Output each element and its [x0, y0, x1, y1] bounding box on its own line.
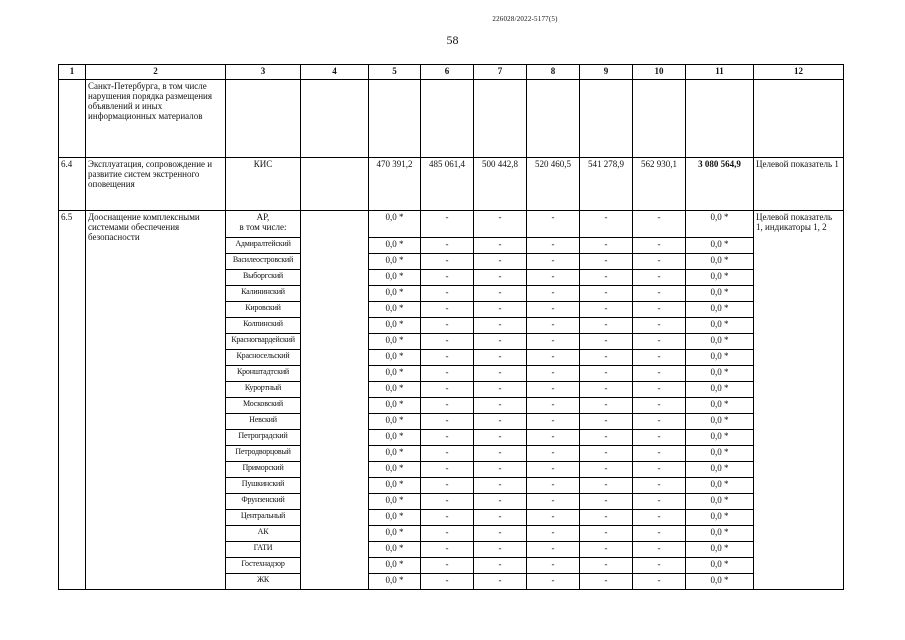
column-header: 7 — [474, 65, 527, 80]
dash-cell: - — [527, 510, 580, 526]
executor-district: Красносельский — [226, 350, 301, 366]
value-cell: 0,0 * — [369, 238, 421, 254]
dash-cell: - — [633, 366, 686, 382]
executor-district: Фрунзенский — [226, 494, 301, 510]
dash-cell: - — [421, 318, 474, 334]
dash-cell: - — [474, 462, 527, 478]
dash-cell: - — [633, 558, 686, 574]
measure-name: Эксплуатация, сопровождение и развитие систем экстренного оповещения — [86, 158, 226, 211]
dash-cell: - — [580, 350, 633, 366]
dash-cell: - — [580, 462, 633, 478]
value-cell: 0,0 * — [369, 286, 421, 302]
dash-cell: - — [633, 318, 686, 334]
dash-cell: - — [421, 366, 474, 382]
dash-cell: - — [474, 318, 527, 334]
dash-cell: - — [527, 414, 580, 430]
dash-cell: - — [421, 382, 474, 398]
value-cell: 0,0 * — [369, 478, 421, 494]
column-header: 12 — [754, 65, 844, 80]
value-cell: 562 930,1 — [633, 158, 686, 211]
column-header: 2 — [86, 65, 226, 80]
dash-cell: - — [527, 494, 580, 510]
dash-cell: - — [580, 398, 633, 414]
column-header: 11 — [686, 65, 754, 80]
table-row — [59, 158, 844, 211]
dash-cell: - — [421, 494, 474, 510]
executor-district: Кировский — [226, 302, 301, 318]
dash-cell: - — [421, 350, 474, 366]
row-number: 6.5 — [59, 211, 86, 590]
dash-cell: - — [580, 510, 633, 526]
dash-cell: - — [633, 382, 686, 398]
dash-cell: - — [580, 318, 633, 334]
dash-cell: - — [421, 238, 474, 254]
document-code: 226028/2022-5177(5) — [492, 15, 558, 23]
dash-cell: - — [474, 254, 527, 270]
value-cell: 541 278,9 — [580, 158, 633, 211]
executor-district: Петродворцовый — [226, 446, 301, 462]
value-cell: 0,0 * — [369, 494, 421, 510]
value-cell: 520 460,5 — [527, 158, 580, 211]
dash-cell: - — [421, 414, 474, 430]
value-cell: 0,0 * — [686, 270, 754, 286]
executor-district: ЖК — [226, 574, 301, 590]
value-cell: 0,0 * — [686, 542, 754, 558]
dash-cell: - — [633, 430, 686, 446]
dash-cell: - — [580, 270, 633, 286]
dash-cell: - — [580, 446, 633, 462]
dash-cell: - — [580, 238, 633, 254]
dash-cell: - — [527, 558, 580, 574]
dash-cell: - — [527, 446, 580, 462]
measure-name: Дооснащение комплексными системами обеспечения безопасности — [86, 211, 226, 590]
dash-cell: - — [527, 211, 580, 238]
dash-cell: - — [633, 414, 686, 430]
dash-cell: - — [580, 574, 633, 590]
dash-cell: - — [527, 430, 580, 446]
dash-cell: - — [527, 350, 580, 366]
value-cell: 0,0 * — [686, 382, 754, 398]
dash-cell: - — [527, 286, 580, 302]
dash-cell: - — [474, 286, 527, 302]
dash-cell: - — [421, 430, 474, 446]
dash-cell: - — [474, 510, 527, 526]
dash-cell: - — [474, 211, 527, 238]
dash-cell: - — [633, 542, 686, 558]
table-row — [59, 211, 844, 238]
column-header: 5 — [369, 65, 421, 80]
dash-cell: - — [421, 446, 474, 462]
page-number: 58 — [446, 33, 459, 47]
value-cell: 0,0 * — [369, 510, 421, 526]
dash-cell: - — [474, 398, 527, 414]
dash-cell: - — [633, 350, 686, 366]
dash-cell: - — [527, 526, 580, 542]
dash-cell: - — [580, 334, 633, 350]
executor-district: Колпинский — [226, 318, 301, 334]
dash-cell: - — [421, 270, 474, 286]
value-cell: 0,0 * — [369, 414, 421, 430]
value-cell: 0,0 * — [369, 430, 421, 446]
value-cell: 0,0 * — [369, 318, 421, 334]
value-cell: 0,0 * — [369, 398, 421, 414]
dash-cell: - — [527, 462, 580, 478]
executor-district: Приморский — [226, 462, 301, 478]
value-cell: 0,0 * — [686, 430, 754, 446]
indicator-cell: Целевой показатель 1, индикаторы 1, 2 — [754, 211, 844, 590]
dash-cell: - — [580, 526, 633, 542]
value-cell: 0,0 * — [369, 542, 421, 558]
measure-name: Санкт-Петербурга, в том числе нарушения порядка размещения объявлений и иных информационных материалов — [86, 80, 226, 158]
value-cell: 0,0 * — [369, 526, 421, 542]
dash-cell: - — [474, 366, 527, 382]
value-cell: 0,0 * — [686, 211, 754, 238]
value-cell: 0,0 * — [369, 270, 421, 286]
table-row — [59, 80, 844, 158]
program-table — [58, 64, 844, 590]
dash-cell: - — [421, 254, 474, 270]
value-cell: 0,0 * — [686, 366, 754, 382]
row-number: 6.4 — [59, 158, 86, 211]
value-cell: 470 391,2 — [369, 158, 421, 211]
value-cell: 0,0 * — [686, 414, 754, 430]
dash-cell: - — [421, 542, 474, 558]
dash-cell: - — [633, 478, 686, 494]
value-cell: 0,0 * — [686, 334, 754, 350]
dash-cell: - — [633, 302, 686, 318]
value-cell: 0,0 * — [686, 398, 754, 414]
dash-cell: - — [421, 286, 474, 302]
dash-cell: - — [474, 558, 527, 574]
dash-cell: - — [421, 302, 474, 318]
executor-district: Калининский — [226, 286, 301, 302]
dash-cell: - — [421, 510, 474, 526]
executor-district: Центральный — [226, 510, 301, 526]
value-cell: 0,0 * — [369, 334, 421, 350]
dash-cell: - — [421, 398, 474, 414]
value-cell: 0,0 * — [686, 446, 754, 462]
executor-district: Петроградский — [226, 430, 301, 446]
column-header: 3 — [226, 65, 301, 80]
dash-cell: - — [633, 462, 686, 478]
dash-cell: - — [580, 558, 633, 574]
value-cell: 0,0 * — [369, 574, 421, 590]
executor-line: АР, — [256, 212, 270, 222]
executor-district: Василеостровский — [226, 254, 301, 270]
dash-cell: - — [633, 398, 686, 414]
dash-cell: - — [474, 302, 527, 318]
dash-cell: - — [633, 211, 686, 238]
dash-cell: - — [421, 478, 474, 494]
value-cell: 0,0 * — [686, 350, 754, 366]
dash-cell: - — [474, 494, 527, 510]
dash-cell: - — [580, 542, 633, 558]
dash-cell: - — [633, 446, 686, 462]
value-cell: 0,0 * — [369, 366, 421, 382]
dash-cell: - — [421, 211, 474, 238]
dash-cell: - — [474, 238, 527, 254]
executor-district: Пушкинский — [226, 478, 301, 494]
executor-district: Гостехнадзор — [226, 558, 301, 574]
value-cell: 0,0 * — [369, 254, 421, 270]
executor-district: Выборгский — [226, 270, 301, 286]
value-cell: 0,0 * — [369, 350, 421, 366]
dash-cell: - — [580, 494, 633, 510]
dash-cell: - — [633, 574, 686, 590]
dash-cell: - — [580, 366, 633, 382]
dash-cell: - — [474, 350, 527, 366]
dash-cell: - — [580, 478, 633, 494]
dash-cell: - — [527, 238, 580, 254]
executor-district: Адмиралтейский — [226, 238, 301, 254]
value-cell: 0,0 * — [686, 494, 754, 510]
value-cell: 0,0 * — [686, 286, 754, 302]
header-row — [59, 65, 844, 80]
value-cell: 0,0 * — [369, 382, 421, 398]
dash-cell: - — [527, 478, 580, 494]
value-cell: 0,0 * — [686, 302, 754, 318]
dash-cell: - — [421, 574, 474, 590]
dash-cell: - — [474, 542, 527, 558]
executor-line: в том числе: — [239, 222, 287, 232]
dash-cell: - — [580, 302, 633, 318]
column-header: 1 — [59, 65, 86, 80]
dash-cell: - — [474, 270, 527, 286]
dash-cell: - — [580, 414, 633, 430]
dash-cell: - — [633, 238, 686, 254]
value-cell: 0,0 * — [686, 254, 754, 270]
executor-district: Невский — [226, 414, 301, 430]
dash-cell: - — [421, 526, 474, 542]
dash-cell: - — [633, 510, 686, 526]
executor: КИС — [226, 158, 301, 211]
value-cell: 0,0 * — [369, 211, 421, 238]
dash-cell: - — [421, 462, 474, 478]
dash-cell: - — [527, 398, 580, 414]
dash-cell: - — [580, 430, 633, 446]
total-cell: 3 080 564,9 — [686, 158, 754, 211]
executor-district: Московский — [226, 398, 301, 414]
executor-district: АК — [226, 526, 301, 542]
dash-cell: - — [527, 334, 580, 350]
value-cell: 0,0 * — [686, 238, 754, 254]
dash-cell: - — [421, 558, 474, 574]
column-header: 4 — [301, 65, 369, 80]
dash-cell: - — [580, 382, 633, 398]
executor — [226, 211, 301, 238]
value-cell: 0,0 * — [686, 462, 754, 478]
value-cell: 0,0 * — [369, 558, 421, 574]
dash-cell: - — [633, 286, 686, 302]
dash-cell: - — [474, 446, 527, 462]
value-cell: 500 442,8 — [474, 158, 527, 211]
dash-cell: - — [527, 574, 580, 590]
dash-cell: - — [421, 334, 474, 350]
dash-cell: - — [474, 414, 527, 430]
executor-district: Курортный — [226, 382, 301, 398]
executor-district: Кронштадтский — [226, 366, 301, 382]
dash-cell: - — [527, 318, 580, 334]
dash-cell: - — [474, 430, 527, 446]
dash-cell: - — [527, 366, 580, 382]
dash-cell: - — [474, 334, 527, 350]
dash-cell: - — [580, 211, 633, 238]
dash-cell: - — [474, 478, 527, 494]
value-cell: 0,0 * — [686, 558, 754, 574]
dash-cell: - — [580, 286, 633, 302]
value-cell: 0,0 * — [686, 318, 754, 334]
value-cell: 0,0 * — [369, 446, 421, 462]
dash-cell: - — [474, 574, 527, 590]
value-cell: 0,0 * — [369, 302, 421, 318]
value-cell: 0,0 * — [369, 462, 421, 478]
value-cell: 0,0 * — [686, 526, 754, 542]
dash-cell: - — [633, 254, 686, 270]
dash-cell: - — [527, 382, 580, 398]
dash-cell: - — [633, 334, 686, 350]
dash-cell: - — [633, 270, 686, 286]
dash-cell: - — [527, 270, 580, 286]
dash-cell: - — [527, 254, 580, 270]
dash-cell: - — [633, 526, 686, 542]
dash-cell: - — [474, 382, 527, 398]
column-header: 8 — [527, 65, 580, 80]
column-header: 10 — [633, 65, 686, 80]
column-header: 6 — [421, 65, 474, 80]
value-cell: 0,0 * — [686, 478, 754, 494]
executor-district: ГАТИ — [226, 542, 301, 558]
indicator-cell: Целевой показатель 1 — [754, 158, 844, 211]
dash-cell: - — [580, 254, 633, 270]
dash-cell: - — [474, 526, 527, 542]
dash-cell: - — [633, 494, 686, 510]
executor-district: Красногвардейский — [226, 334, 301, 350]
dash-cell: - — [527, 542, 580, 558]
value-cell: 0,0 * — [686, 574, 754, 590]
value-cell: 485 061,4 — [421, 158, 474, 211]
dash-cell: - — [527, 302, 580, 318]
value-cell: 0,0 * — [686, 510, 754, 526]
column-header: 9 — [580, 65, 633, 80]
